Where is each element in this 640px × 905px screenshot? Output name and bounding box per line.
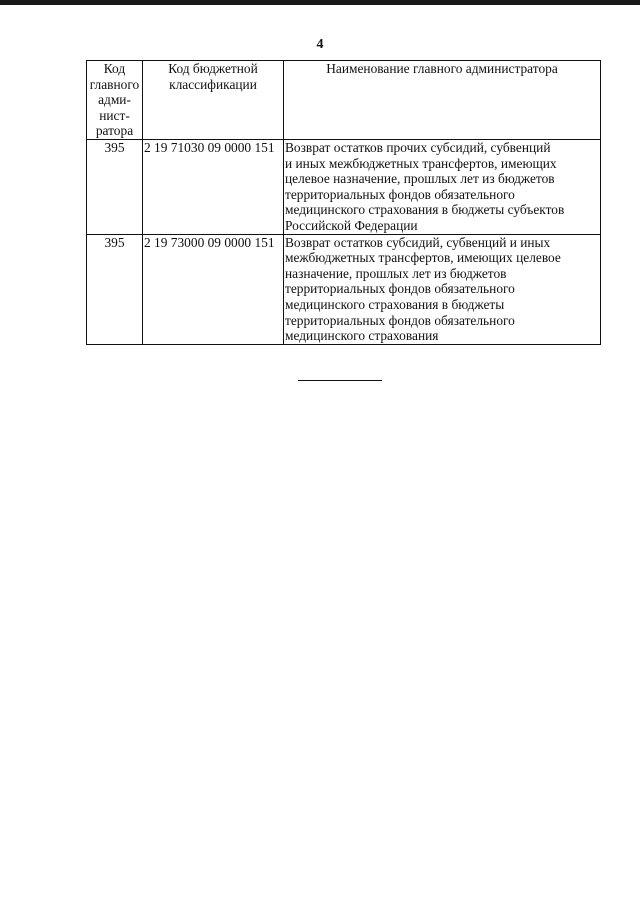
name-line: назначение, прошлых лет из бюджетов — [285, 265, 507, 281]
table-header-row — [87, 61, 601, 140]
admin-code-cell: 395 — [87, 139, 143, 234]
budget-code-cell: 2 19 73000 09 0000 151 — [143, 234, 284, 344]
administrators-table — [86, 60, 601, 345]
name-line: медицинского страхования в бюджеты — [285, 296, 505, 312]
page-number: 4 — [316, 37, 324, 52]
header-line: нист- — [99, 107, 130, 123]
header-line: Код — [103, 61, 126, 76]
header-line: ратора — [95, 123, 134, 139]
admin-name-cell — [284, 234, 601, 344]
table-row — [87, 139, 601, 234]
name-line: и иных межбюджетных трансфертов, имеющих — [285, 155, 557, 171]
header-line: классификации — [169, 76, 257, 92]
header-line: Наименование главного администратора — [326, 61, 558, 76]
header-admin-name — [284, 61, 601, 140]
end-separator-line — [298, 380, 382, 381]
admin-code-cell: 395 — [87, 234, 143, 344]
name-line: Российской Федерации — [285, 217, 418, 233]
header-line: адми- — [98, 92, 131, 108]
name-line: Возврат остатков субсидий, субвенций и иных — [285, 234, 551, 250]
header-line: главного — [89, 76, 140, 92]
header-budget-code — [143, 61, 284, 140]
name-line: медицинского страхования в бюджеты субъектов — [285, 202, 565, 218]
name-line: территориальных фондов обязательного — [285, 281, 515, 297]
scan-top-edge — [0, 0, 640, 5]
budget-code-cell: 2 19 71030 09 0000 151 — [143, 139, 284, 234]
name-line: территориальных фондов обязательного — [285, 186, 515, 202]
name-line: межбюджетных трансфертов, имеющих целевое — [285, 250, 561, 266]
name-line: Возврат остатков прочих субсидий, субвенций — [285, 139, 551, 155]
name-line: территориальных фондов обязательного — [285, 312, 515, 328]
name-line: целевое назначение, прошлых лет из бюджетов — [285, 171, 555, 187]
table-row — [87, 234, 601, 344]
name-line: медицинского страхования — [285, 328, 439, 344]
header-line: Код бюджетной — [168, 61, 258, 76]
admin-name-cell — [284, 139, 601, 234]
header-admin-code — [87, 61, 143, 140]
